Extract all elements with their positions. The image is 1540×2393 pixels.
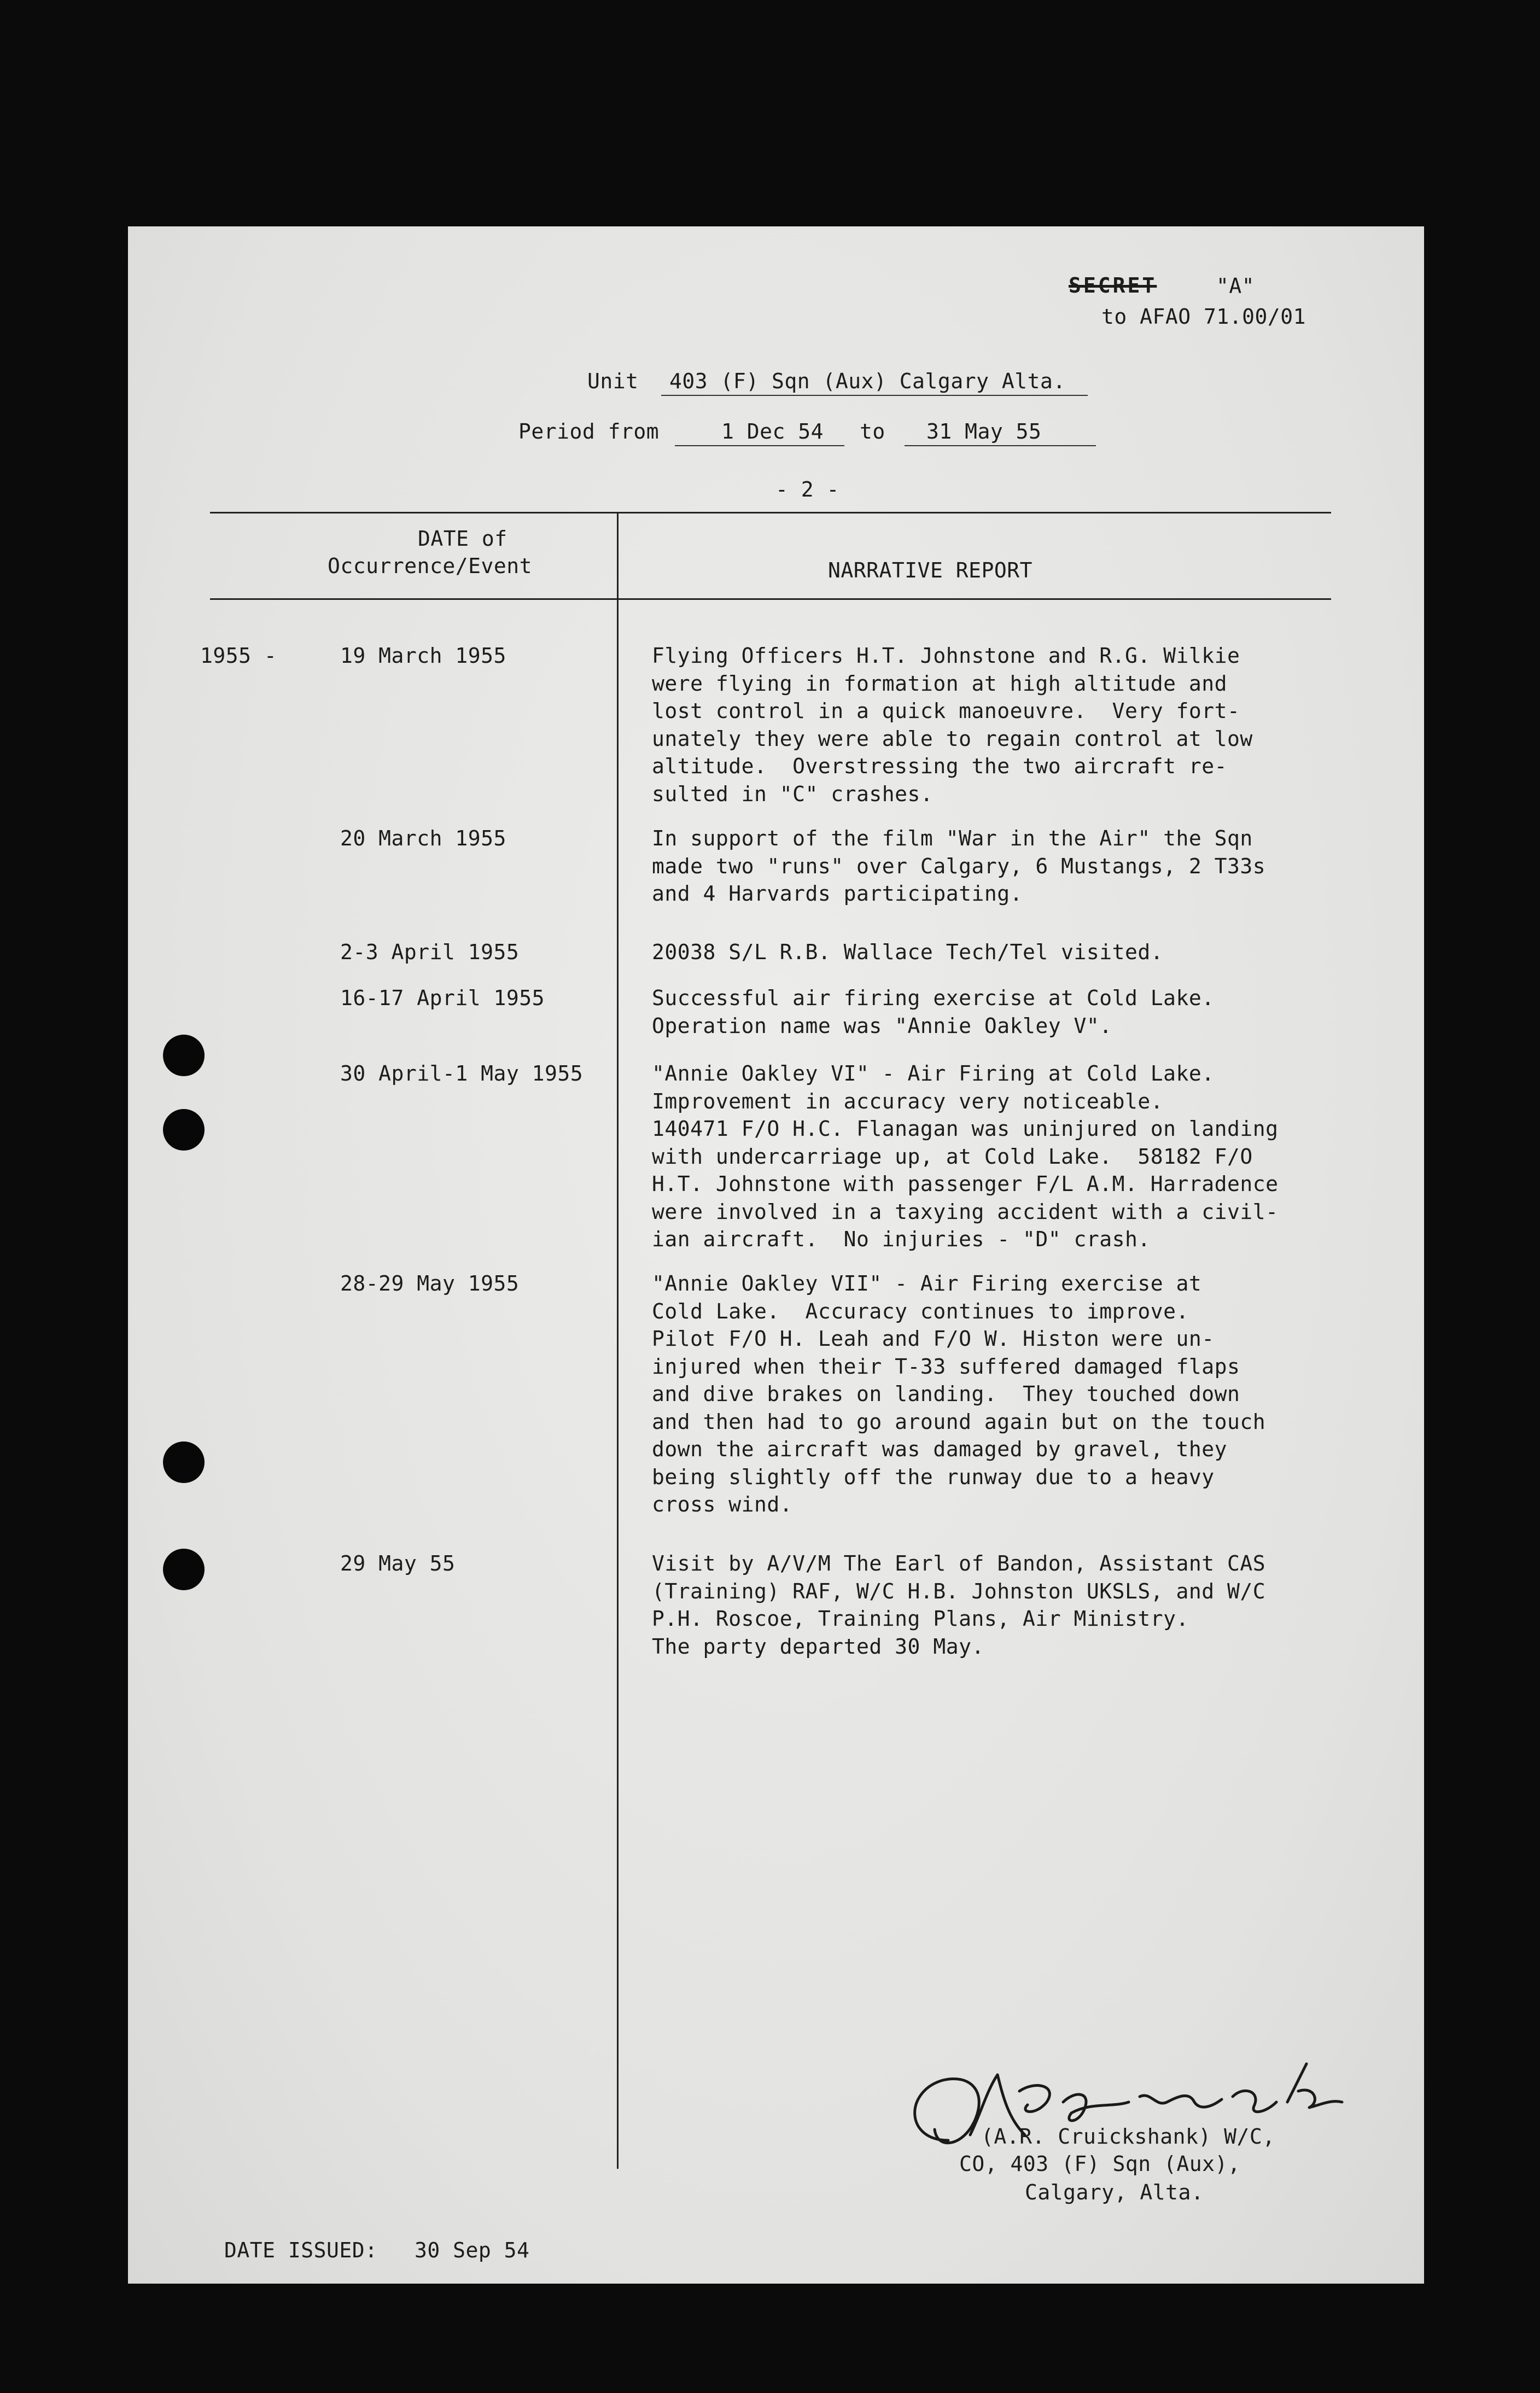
reference-line: to AFAO 71.00/01 [1101,305,1306,329]
signatory-title: CO, 403 (F) Sqn (Aux), [959,2152,1241,2176]
entry-date: 28-29 May 1955 [340,1271,520,1295]
period-to-underline [905,445,1096,446]
unit-underline [661,395,1088,396]
entry-narrative: Successful air firing exercise at Cold Lake. Operation name was "Annie Oakley V". [652,986,1215,1038]
classification-stamp: SECRET [1069,273,1157,297]
table-top-rule [210,512,1331,513]
entry-date: 2-3 April 1955 [340,940,520,964]
punch-hole [163,1441,205,1483]
entry-date: 20 March 1955 [340,826,506,850]
period-from-underline [675,445,844,446]
date-issued-value: 30 Sep 54 [415,2238,530,2262]
period-from-value: 1 Dec 54 [721,419,824,443]
unit-value: 403 (F) Sqn (Aux) Calgary Alta. [669,369,1066,393]
date-column-header-line1: DATE of [418,527,508,551]
narrative-column-header: NARRATIVE REPORT [828,558,1033,582]
table-header-rule [210,598,1331,600]
entry-date: 29 May 55 [340,1551,456,1575]
entry-narrative: In support of the film "War in the Air" the Sqn made two "runs" over Calgary, 6 Mustangs, 2 T33s and 4 Harvards participating. [652,826,1266,906]
entry-narrative: Flying Officers H.T. Johnstone and R.G. Wilkie were flying in formation at high altitude and lost control in a quick manoeuvre. Very fort- unately they were able to regain control at low altitude. Overstressing the two aircraft re- sulted in "C" crashes. [652,644,1253,806]
date-issued-label: DATE ISSUED: [224,2238,378,2262]
punch-hole [163,1549,205,1590]
appendix-label: "A" [1216,274,1255,298]
page-number: - 2 - [775,477,839,501]
period-label: Period from [518,419,660,443]
punch-hole [163,1109,205,1151]
year-label: 1955 - [200,644,277,668]
entry-narrative: 20038 S/L R.B. Wallace Tech/Tel visited. [652,940,1164,964]
entry-date: 30 April-1 May 1955 [340,1061,584,1085]
period-to-label: to [860,419,885,443]
entry-date: 19 March 1955 [340,644,506,668]
punch-hole [163,1035,205,1076]
date-column-header-line2: Occurrence/Event [328,554,533,578]
entry-date: 16-17 April 1955 [340,986,545,1010]
entry-narrative: "Annie Oakley VI" - Air Firing at Cold Lake. Improvement in accuracy very noticeable. 140471 F/O H.C. Flanagan was uninjured on landing with undercarriage up, at Cold Lake. 58182 F/O H.T. Johnstone with passenger F/L A.M. Harradence were involved in a taxying accident with a civil- ian aircraft. No injuries - "D" crash. [652,1061,1279,1251]
entry-narrative: Visit by A/V/M The Earl of Bandon, Assistant CAS (Training) RAF, W/C H.B. Johnston UKSLS, and W/C P.H. Roscoe, Training Plans, Air Ministry. The party departed 30 May. [652,1551,1266,1659]
document-page [128,226,1424,2284]
table-column-divider [617,512,619,2169]
unit-label: Unit [587,369,639,393]
signatory-location: Calgary, Alta. [1025,2180,1204,2204]
signatory-name: (A.R. Cruickshank) W/C, [981,2124,1275,2149]
entry-narrative: "Annie Oakley VII" - Air Firing exercise at Cold Lake. Accuracy continues to improve. Pilot F/O H. Leah and F/O W. Histon were un- injured when their T-33 suffered damaged flaps and dive brakes on landing. They touched down and then had to go around again but on the touch down the aircraft was damaged by gravel, they being slightly off the runway due to a heavy cross wind. [652,1271,1266,1516]
period-to-value: 31 May 55 [926,419,1042,443]
